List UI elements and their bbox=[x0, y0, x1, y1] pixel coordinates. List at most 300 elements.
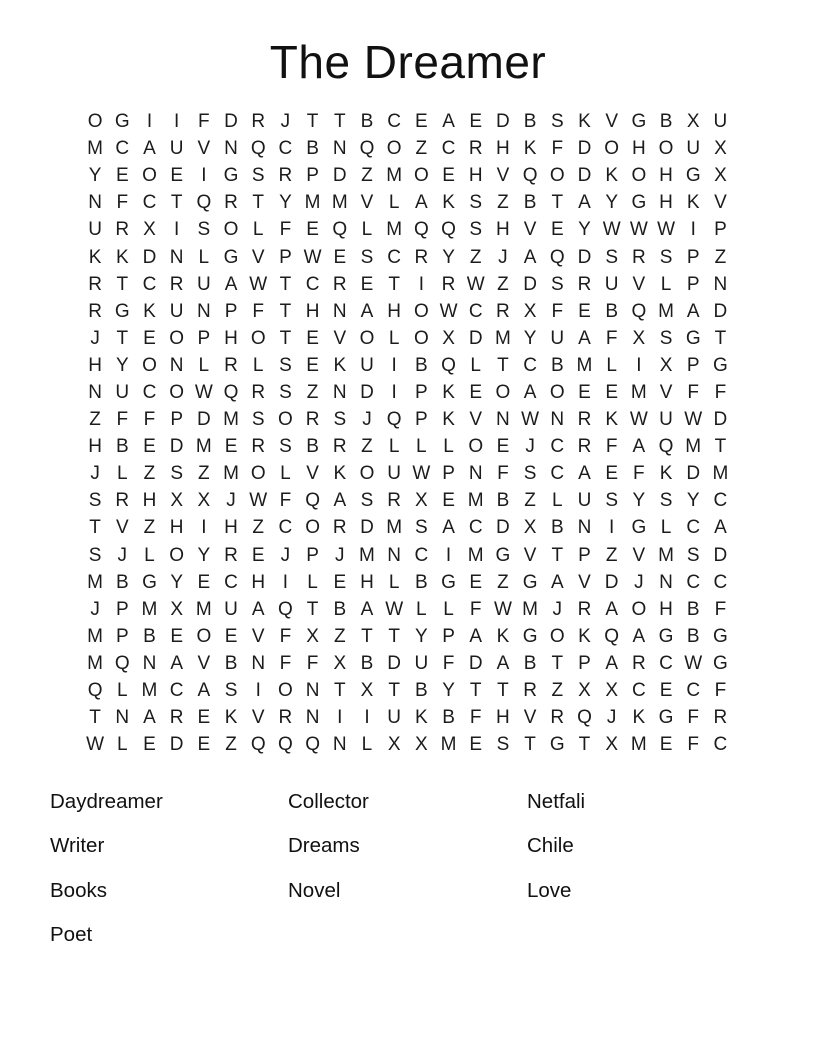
grid-letter: G bbox=[631, 517, 647, 539]
grid-row bbox=[82, 352, 735, 379]
grid-letter: Z bbox=[143, 463, 156, 485]
grid-letter: V bbox=[251, 707, 265, 729]
grid-letter: L bbox=[252, 219, 264, 241]
grid-letter: U bbox=[387, 707, 402, 729]
grid-letter: E bbox=[197, 734, 211, 756]
grid-letter: D bbox=[332, 165, 347, 187]
grid-letter: X bbox=[170, 490, 183, 512]
grid-letter: P bbox=[306, 544, 319, 566]
grid-letter: N bbox=[88, 381, 102, 403]
grid-letter: S bbox=[333, 409, 347, 431]
grid-letter: K bbox=[578, 111, 591, 133]
grid-letter: C bbox=[686, 680, 701, 702]
grid-letter: A bbox=[469, 625, 483, 647]
grid-letter: L bbox=[470, 354, 481, 376]
grid-letter: R bbox=[550, 707, 565, 729]
grid-letter: L bbox=[144, 544, 155, 566]
grid-letter: M bbox=[494, 327, 511, 349]
grid-letter: H bbox=[387, 300, 402, 322]
grid-letter: V bbox=[197, 138, 211, 160]
grid-letter: H bbox=[88, 354, 102, 376]
grid-letter: F bbox=[252, 300, 265, 322]
grid-letter: U bbox=[360, 354, 374, 376]
grid-letter: O bbox=[549, 381, 565, 403]
grid-letter: T bbox=[333, 111, 346, 133]
grid-letter: O bbox=[631, 598, 647, 620]
grid-letter: Y bbox=[115, 354, 129, 376]
word-list bbox=[50, 780, 816, 958]
grid-letter: P bbox=[279, 246, 292, 268]
grid-letter: T bbox=[551, 192, 564, 214]
grid-letter: V bbox=[523, 219, 537, 241]
grid-letter: N bbox=[332, 381, 347, 403]
grid-letter: E bbox=[605, 381, 618, 403]
grid-letter: Z bbox=[198, 463, 210, 485]
grid-letter: G bbox=[223, 246, 239, 268]
grid-letter: E bbox=[333, 246, 347, 268]
grid-letter: M bbox=[87, 138, 103, 160]
grid-letter: X bbox=[714, 138, 727, 160]
grid-letter: N bbox=[196, 300, 211, 322]
grid-letter: H bbox=[659, 165, 673, 187]
grid-letter: Z bbox=[225, 734, 237, 756]
grid-letter: V bbox=[632, 544, 646, 566]
grid-letter: L bbox=[443, 436, 454, 458]
grid-letter: M bbox=[630, 734, 647, 756]
grid-letter: Z bbox=[415, 138, 428, 160]
grid-letter: F bbox=[469, 598, 482, 620]
grid-letter: J bbox=[606, 707, 617, 729]
grid-letter: B bbox=[360, 652, 374, 674]
grid-letter: I bbox=[201, 165, 207, 187]
grid-letter: E bbox=[360, 273, 374, 295]
grid-letter: O bbox=[413, 300, 429, 322]
grid-letter: G bbox=[685, 327, 701, 349]
grid-letter: H bbox=[468, 165, 483, 187]
grid-letter: F bbox=[497, 463, 509, 485]
grid-letter: R bbox=[305, 409, 320, 431]
grid-letter: T bbox=[524, 734, 536, 756]
grid-letter: X bbox=[306, 625, 319, 647]
grid-letter: M bbox=[87, 625, 103, 647]
word-list-column bbox=[288, 780, 527, 958]
grid-letter: X bbox=[170, 598, 183, 620]
grid-letter: Z bbox=[143, 517, 156, 539]
grid-letter: O bbox=[495, 381, 511, 403]
grid-letter: D bbox=[577, 246, 592, 268]
grid-letter: F bbox=[714, 680, 727, 702]
grid-letter: A bbox=[686, 300, 700, 322]
grid-letter: W bbox=[629, 409, 648, 431]
grid-letter: J bbox=[280, 111, 291, 133]
grid-letter: I bbox=[636, 354, 642, 376]
grid-letter: E bbox=[170, 165, 183, 187]
grid-letter: U bbox=[169, 300, 184, 322]
grid-row bbox=[82, 677, 735, 704]
grid-letter: S bbox=[251, 165, 265, 187]
grid-letter: B bbox=[686, 625, 700, 647]
grid-letter: F bbox=[198, 111, 210, 133]
grid-letter: X bbox=[387, 734, 401, 756]
grid-letter: H bbox=[88, 436, 102, 458]
grid-letter: U bbox=[604, 273, 619, 295]
grid-letter: I bbox=[282, 571, 289, 593]
grid-letter: P bbox=[714, 219, 727, 241]
grid-letter: U bbox=[169, 138, 184, 160]
word-list-item: Poet bbox=[50, 923, 93, 947]
grid-letter: N bbox=[305, 707, 320, 729]
grid-letter: G bbox=[441, 571, 456, 593]
grid-letter: K bbox=[224, 707, 238, 729]
grid-letter: K bbox=[578, 625, 591, 647]
grid-letter: Q bbox=[604, 625, 620, 647]
grid-letter: Z bbox=[89, 409, 101, 431]
grid-letter: C bbox=[142, 381, 157, 403]
grid-letter: S bbox=[360, 246, 374, 268]
grid-letter: N bbox=[169, 246, 184, 268]
grid-letter: M bbox=[87, 652, 103, 674]
grid-letter: N bbox=[387, 544, 402, 566]
grid-letter: D bbox=[169, 436, 184, 458]
grid-letter: R bbox=[115, 490, 130, 512]
grid-letter: D bbox=[169, 734, 184, 756]
grid-letter: V bbox=[714, 192, 727, 214]
grid-letter: F bbox=[551, 138, 564, 160]
grid-letter: C bbox=[305, 273, 320, 295]
grid-letter: O bbox=[359, 463, 375, 485]
grid-letter: X bbox=[578, 680, 591, 702]
grid-letter: B bbox=[523, 111, 537, 133]
grid-letter: A bbox=[605, 598, 618, 620]
grid-letter: Y bbox=[442, 246, 455, 268]
grid-letter: A bbox=[143, 138, 156, 160]
grid-letter: O bbox=[413, 165, 429, 187]
grid-letter: L bbox=[116, 680, 128, 702]
grid-letter: H bbox=[631, 138, 646, 160]
grid-letter: T bbox=[388, 680, 400, 702]
grid-letter: G bbox=[713, 652, 728, 674]
grid-letter: L bbox=[116, 463, 128, 485]
grid-letter: N bbox=[577, 517, 592, 539]
grid-letter: O bbox=[278, 409, 293, 431]
grid-letter: Y bbox=[686, 490, 700, 512]
grid-letter: L bbox=[606, 354, 617, 376]
grid-letter: G bbox=[713, 625, 728, 647]
grid-letter: S bbox=[360, 490, 374, 512]
grid-letter: W bbox=[385, 598, 404, 620]
grid-letter: A bbox=[143, 707, 156, 729]
grid-letter: G bbox=[658, 625, 674, 647]
grid-letter: Q bbox=[631, 300, 647, 322]
grid-letter: P bbox=[686, 246, 700, 268]
grid-letter: E bbox=[469, 381, 483, 403]
grid-letter: U bbox=[224, 598, 238, 620]
grid-letter: I bbox=[391, 381, 397, 403]
grid-letter: D bbox=[523, 273, 537, 295]
grid-letter: K bbox=[686, 192, 700, 214]
grid-letter: C bbox=[659, 652, 673, 674]
word-list-column bbox=[50, 780, 288, 958]
grid-letter: O bbox=[278, 680, 293, 702]
grid-letter: W bbox=[629, 219, 648, 241]
grid-letter: J bbox=[90, 463, 100, 485]
grid-letter: F bbox=[687, 381, 700, 403]
grid-letter: K bbox=[115, 246, 129, 268]
grid-letter: E bbox=[143, 436, 156, 458]
grid-letter: G bbox=[495, 544, 511, 566]
grid-letter: H bbox=[659, 192, 673, 214]
grid-letter: Z bbox=[306, 381, 319, 403]
grid-letter: L bbox=[198, 246, 210, 268]
grid-letter: K bbox=[442, 409, 455, 431]
grid-letter: A bbox=[442, 111, 455, 133]
grid-letter: D bbox=[468, 327, 483, 349]
grid-letter: L bbox=[443, 598, 454, 620]
grid-letter: R bbox=[577, 436, 592, 458]
grid-letter: R bbox=[577, 598, 592, 620]
grid-letter: P bbox=[686, 354, 700, 376]
grid-letter: Q bbox=[223, 381, 239, 403]
grid-row bbox=[82, 379, 735, 406]
grid-letter: V bbox=[523, 544, 537, 566]
grid-letter: E bbox=[469, 734, 483, 756]
grid-row bbox=[82, 298, 735, 325]
grid-letter: G bbox=[223, 165, 239, 187]
grid-letter: L bbox=[361, 734, 373, 756]
grid-letter: B bbox=[496, 490, 510, 512]
grid-letter: M bbox=[141, 598, 158, 620]
grid-letter: Y bbox=[415, 625, 428, 647]
grid-letter: B bbox=[415, 571, 428, 593]
grid-letter: R bbox=[251, 436, 266, 458]
grid-letter: A bbox=[496, 652, 510, 674]
grid-letter: C bbox=[169, 680, 184, 702]
grid-letter: Z bbox=[361, 436, 373, 458]
grid-letter: F bbox=[116, 409, 129, 431]
grid-letter: W bbox=[439, 300, 458, 322]
letter-grid bbox=[82, 109, 735, 759]
grid-letter: T bbox=[170, 192, 183, 214]
grid-letter: E bbox=[197, 707, 211, 729]
grid-letter: C bbox=[713, 490, 728, 512]
grid-letter: F bbox=[306, 652, 319, 674]
grid-letter: P bbox=[224, 300, 238, 322]
grid-letter: C bbox=[115, 138, 130, 160]
grid-letter: W bbox=[684, 652, 703, 674]
grid-letter: S bbox=[469, 219, 483, 241]
grid-letter: B bbox=[306, 138, 319, 160]
grid-letter: R bbox=[278, 707, 293, 729]
grid-letter: D bbox=[713, 544, 728, 566]
grid-letter: V bbox=[632, 273, 646, 295]
grid-letter: Z bbox=[551, 680, 564, 702]
grid-letter: U bbox=[550, 327, 565, 349]
grid-letter: X bbox=[442, 327, 455, 349]
grid-letter: R bbox=[88, 273, 102, 295]
grid-letter: S bbox=[170, 463, 183, 485]
grid-letter: M bbox=[304, 192, 321, 214]
grid-letter: L bbox=[388, 327, 400, 349]
grid-letter: Z bbox=[605, 544, 618, 566]
grid-letter: S bbox=[659, 490, 673, 512]
grid-letter: X bbox=[605, 734, 618, 756]
grid-letter: R bbox=[251, 381, 266, 403]
grid-letter: E bbox=[469, 571, 483, 593]
grid-letter: R bbox=[387, 490, 402, 512]
grid-letter: S bbox=[197, 219, 211, 241]
grid-letter: R bbox=[631, 246, 646, 268]
grid-letter: H bbox=[496, 707, 510, 729]
grid-letter: H bbox=[142, 490, 157, 512]
grid-letter: H bbox=[251, 571, 266, 593]
grid-letter: J bbox=[90, 327, 100, 349]
grid-letter: A bbox=[415, 192, 428, 214]
grid-letter: N bbox=[88, 192, 102, 214]
grid-letter: Q bbox=[196, 192, 212, 214]
grid-letter: P bbox=[115, 598, 129, 620]
grid-letter: M bbox=[223, 463, 239, 485]
grid-letter: W bbox=[602, 219, 621, 241]
grid-letter: Z bbox=[524, 490, 536, 512]
grid-letter: B bbox=[333, 598, 347, 620]
grid-letter: T bbox=[469, 680, 482, 702]
grid-letter: F bbox=[714, 598, 727, 620]
grid-letter: K bbox=[333, 463, 347, 485]
grid-letter: K bbox=[496, 625, 510, 647]
grid-letter: N bbox=[115, 707, 130, 729]
grid-letter: V bbox=[251, 625, 265, 647]
grid-letter: O bbox=[169, 327, 185, 349]
grid-letter: F bbox=[469, 707, 482, 729]
grid-letter: X bbox=[143, 219, 156, 241]
grid-letter: H bbox=[305, 300, 320, 322]
grid-letter: Y bbox=[170, 571, 183, 593]
grid-letter: A bbox=[523, 246, 537, 268]
grid-letter: V bbox=[115, 517, 129, 539]
grid-letter: X bbox=[523, 517, 537, 539]
grid-letter: M bbox=[87, 571, 103, 593]
grid-letter: A bbox=[251, 598, 265, 620]
grid-letter: O bbox=[413, 327, 429, 349]
grid-letter: I bbox=[174, 219, 180, 241]
grid-letter: W bbox=[249, 273, 268, 295]
grid-letter: B bbox=[306, 436, 319, 458]
grid-letter: U bbox=[577, 490, 592, 512]
grid-letter: V bbox=[659, 381, 673, 403]
grid-letter: S bbox=[605, 490, 618, 512]
grid-letter: G bbox=[713, 354, 728, 376]
grid-letter: I bbox=[201, 517, 207, 539]
grid-letter: W bbox=[684, 409, 703, 431]
grid-letter: O bbox=[142, 165, 157, 187]
grid-letter: Z bbox=[497, 273, 509, 295]
grid-letter: K bbox=[333, 354, 347, 376]
grid-letter: I bbox=[364, 707, 370, 729]
grid-letter: P bbox=[442, 625, 455, 647]
grid-letter: W bbox=[493, 598, 512, 620]
grid-letter: S bbox=[469, 192, 483, 214]
grid-letter: R bbox=[577, 273, 592, 295]
grid-letter: N bbox=[224, 138, 238, 160]
word-list-item: Netfali bbox=[527, 789, 586, 813]
grid-letter: O bbox=[305, 517, 320, 539]
grid-letter: N bbox=[713, 273, 728, 295]
grid-letter: F bbox=[279, 490, 292, 512]
grid-letter: Q bbox=[250, 138, 266, 160]
grid-row bbox=[82, 596, 735, 623]
grid-row bbox=[82, 136, 735, 163]
grid-letter: E bbox=[415, 111, 428, 133]
grid-letter: D bbox=[496, 111, 510, 133]
grid-letter: C bbox=[224, 571, 238, 593]
grid-letter: Q bbox=[441, 219, 456, 241]
grid-letter: M bbox=[359, 544, 375, 566]
grid-letter: O bbox=[468, 436, 484, 458]
grid-letter: Y bbox=[197, 544, 211, 566]
grid-letter: Y bbox=[442, 680, 455, 702]
grid-letter: V bbox=[306, 463, 319, 485]
grid-letter: Q bbox=[359, 138, 375, 160]
grid-letter: D bbox=[360, 517, 374, 539]
grid-letter: T bbox=[551, 544, 564, 566]
grid-letter: C bbox=[278, 138, 293, 160]
grid-letter: F bbox=[442, 652, 455, 674]
grid-letter: J bbox=[552, 598, 563, 620]
grid-letter: P bbox=[415, 381, 428, 403]
grid-letter: W bbox=[303, 246, 322, 268]
grid-letter: E bbox=[251, 544, 265, 566]
grid-letter: X bbox=[333, 652, 347, 674]
grid-letter: S bbox=[496, 734, 510, 756]
grid-letter: P bbox=[115, 625, 129, 647]
grid-letter: V bbox=[197, 652, 211, 674]
grid-letter: C bbox=[713, 734, 728, 756]
grid-letter: R bbox=[251, 111, 266, 133]
grid-letter: D bbox=[224, 111, 238, 133]
grid-letter: F bbox=[605, 327, 618, 349]
grid-letter: K bbox=[143, 300, 156, 322]
grid-letter: S bbox=[279, 381, 292, 403]
grid-letter: E bbox=[224, 436, 238, 458]
grid-letter: W bbox=[86, 734, 105, 756]
grid-letter: M bbox=[630, 381, 647, 403]
grid-letter: T bbox=[306, 111, 319, 133]
grid-letter: I bbox=[445, 544, 452, 566]
grid-letter: B bbox=[224, 652, 238, 674]
grid-letter: D bbox=[387, 652, 402, 674]
grid-letter: E bbox=[197, 571, 211, 593]
grid-letter: Y bbox=[605, 192, 618, 214]
grid-letter: H bbox=[169, 517, 184, 539]
grid-letter: T bbox=[388, 273, 400, 295]
grid-letter: E bbox=[469, 111, 483, 133]
grid-letter: E bbox=[306, 327, 319, 349]
grid-letter: V bbox=[333, 327, 347, 349]
grid-letter: V bbox=[523, 707, 537, 729]
grid-letter: B bbox=[523, 192, 537, 214]
grid-letter: T bbox=[279, 300, 292, 322]
grid-letter: A bbox=[197, 680, 211, 702]
grid-letter: Z bbox=[469, 246, 482, 268]
grid-letter: X bbox=[197, 490, 211, 512]
grid-letter: U bbox=[713, 111, 728, 133]
grid-letter: Z bbox=[361, 165, 373, 187]
grid-row bbox=[82, 109, 735, 136]
grid-letter: N bbox=[169, 354, 184, 376]
grid-letter: A bbox=[360, 300, 374, 322]
grid-letter: Q bbox=[413, 219, 429, 241]
grid-letter: I bbox=[418, 273, 424, 295]
